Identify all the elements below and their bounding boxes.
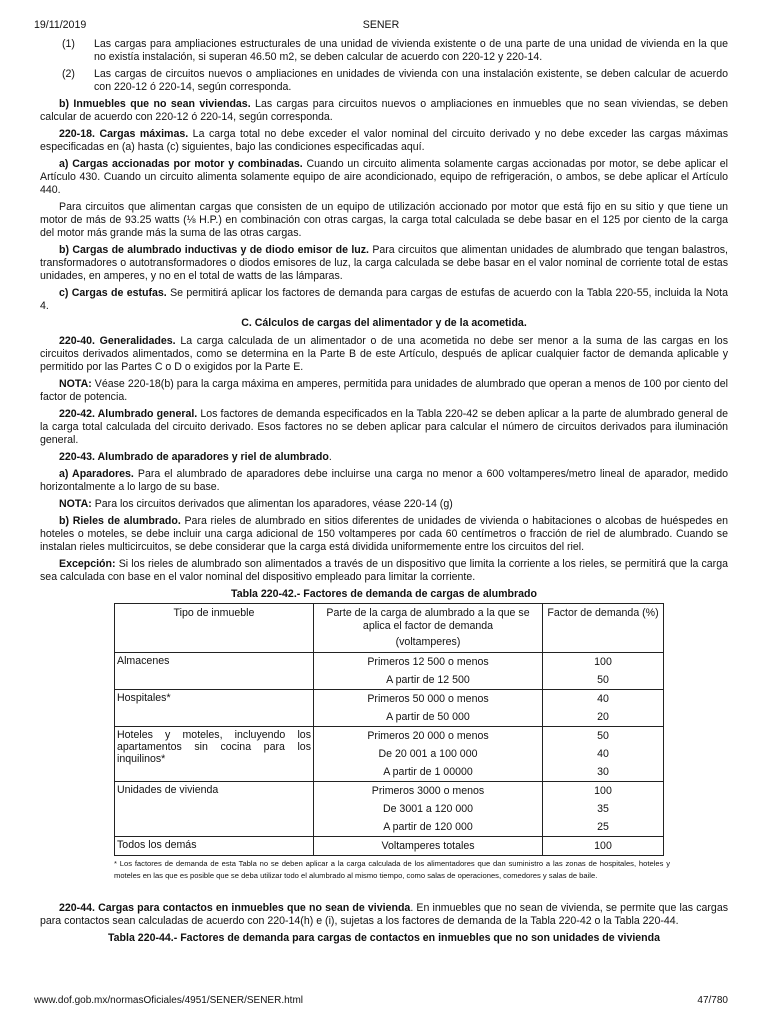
page-header [34,19,728,33]
table-header: Tipo de inmueble [115,604,314,653]
print-date: 19/11/2019 [34,19,87,31]
table-row [115,782,664,801]
paragraph-text: La carga total no debe exceder el valor nominal del circuito derivado y no debe exceder las cargas máximas especificadas en (a) hasta (c) siguientes, bajo las condiciones especificadas aquí. [40,128,728,153]
premise-type-cell: Hospitales* [115,690,314,727]
exception [40,558,728,584]
paragraph [40,451,728,464]
paragraph-text: Para el alumbrado de aparadores debe incluirse una carga no menor a 600 voltamperes/metro lineal de aparador, medido horizontalmente a lo largo de su base. [40,468,728,493]
paragraph-text: . En inmuebles que no sean de vivienda, se permite que las cargas para contactos sean calculadas de acuerdo con 220-14(h) e (i), sujetas a los factores de demanda de la Tabla 220-42 o la Tabla 220-44. [40,902,729,927]
paragraph [40,158,728,197]
paragraph-label: b) Inmuebles que no sean viviendas. [59,98,251,110]
premise-type-cell: Unidades de vivienda [115,782,314,837]
load-portion-cell: Primeros 50 000 o menos [314,690,543,709]
list-number: (1) [62,38,75,50]
paragraph [40,408,728,447]
demand-factor-cell: 35 [543,800,664,818]
site-title: SENER [362,19,400,31]
paragraph-text: Las cargas para circuitos nuevos o ampliaciones en inmuebles que no sean viviendas, se deben calcular de acuerdo con 220-12 ó 220-14, según corresponda. [40,98,728,123]
paragraph [40,128,728,154]
table-footnote: * Los factores de demanda de esta Tabla no se deben aplicar a la carga calculada de los alimentadores que dan suministro a las zonas de hospitales, hoteles y moteles en las que es posible que se deba utilizar todo el alumbrado al mismo tiempo, como salas de operaciones, comedores y salas de baile. [114,859,670,880]
load-portion-cell: Primeros 3000 o menos [314,782,543,801]
paragraph [40,335,728,374]
demand-factor-cell: 100 [543,837,664,856]
note [40,498,728,511]
paragraph-label: 220-43. Alumbrado de aparadores y riel de alumbrado [59,451,329,463]
load-portion-cell: De 20 001 a 100 000 [314,745,543,763]
page-url: www.dof.gob.mx/normasOficiales/4951/SENER/SENER.html [34,995,303,1006]
section-heading: C. Cálculos de cargas del alimentador y de la acometida. [241,317,527,329]
exception-label: Excepción: [59,558,116,570]
table-header: Parte de la carga de alumbrado a la que se aplica el factor de demanda (voltamperes) [314,604,543,653]
table-caption: Tabla 220-42.- Factores de demanda de cargas de alumbrado [231,588,537,600]
paragraph [40,98,728,124]
demand-factor-cell: 40 [543,745,664,763]
demand-factor-cell: 30 [543,763,664,782]
table-row [115,653,664,672]
paragraph [40,468,728,494]
paragraph [40,902,728,928]
paragraph-text: Los factores de demanda especificados en la Tabla 220-42 se deben aplicar a la parte de alumbrado general de la carga total calculada del circuito derivado. Esos factores no se deben aplicar para calcular el número de circuitos derivados para iluminación general. [40,408,728,446]
demand-factor-cell: 20 [543,708,664,727]
paragraph-label: 220-44. Cargas para contactos en inmuebles que no sean de vivienda [59,902,411,914]
paragraph [40,287,728,313]
load-portion-cell: Voltamperes totales [314,837,543,856]
exception-text: Si los rieles de alumbrado son alimentados a través de un dispositivo que limita la corriente a los rieles, se permitirá que la carga sea calculada con base en el valor nominal del dispositivo empleado para limitar la corriente. [40,558,728,583]
document-body [40,38,728,945]
load-portion-cell: De 3001 a 120 000 [314,800,543,818]
paragraph-label: 220-42. Alumbrado general. [59,408,198,420]
premise-type-cell: Todos los demás [115,837,314,856]
paragraph-text: Cuando un circuito alimenta solamente cargas accionadas por motor, se debe aplicar el Artículo 430. Cuando un circuito alimenta solamente equipo de aire acondicionado, equipo de refrigeración, o ambos, se debe aplicar el Artículo 440. [40,158,728,196]
table-row [115,837,664,856]
load-portion-cell: A partir de 50 000 [314,708,543,727]
premise-type-cell: Almacenes [115,653,314,690]
load-portion-cell: Primeros 12 500 o menos [314,653,543,672]
paragraph-text: . [328,451,332,463]
demand-factor-table [114,603,664,856]
paragraph-label: 220-40. Generalidades. [59,335,176,347]
table-caption: Tabla 220-44.- Factores de demanda para cargas de contactos en inmuebles que no son unidades de vivienda [107,932,661,944]
demand-factor-cell: 100 [543,782,664,801]
demand-factor-cell: 50 [543,727,664,746]
list-item [40,38,728,64]
table-body [115,653,664,856]
paragraph [40,515,728,554]
paragraph-text: Para circuitos que alimentan unidades de alumbrado que tengan balastros, transformadores o autotransformadores o diodos emisores de luz, la carga calculada se debe basar en el valor nominal de corriente total de estas unidades, en amperes, y no en el total de watts de las lámparas. [40,244,728,282]
note-text: Véase 220-18(b) para la carga máxima en amperes, permitida para unidades de alumbrado que operan a menos de 100 por ciento del factor de potencia. [40,378,728,403]
paragraph-label: a) Cargas accionadas por motor y combinadas. [59,158,303,170]
demand-factor-cell: 25 [543,818,664,837]
table-row [115,690,664,709]
demand-factor-cell: 50 [543,671,664,690]
note-text: Para los circuitos derivados que alimentan los aparadores, véase 220-14 (g) [91,498,453,510]
paragraph-text: La carga calculada de un alimentador o de una acometida no debe ser menor a la suma de las cargas en los circuitos derivados alimentados, como se determina en la Parte B de este Artículo, después de aplicar cualquier factor de demanda aplicable y permitido por las Partes C o D o exigidos por la Parte E. [40,335,728,373]
page-number: 47/780 [697,995,728,1006]
list-number: (2) [62,68,75,80]
paragraph-label: b) Cargas de alumbrado inductivas y de diodo emisor de luz. [59,244,369,256]
paragraph-text: Para rieles de alumbrado en sitios diferentes de unidades de vivienda o habitaciones o alcobas de huéspedes en hoteles o moteles, se debe incluir una carga adicional de 150 voltamperes por cada 60 centímetros o fracción de riel de alumbrado. Cuando se instalan rieles multicircuitos, se debe considerar que la carga está dividida uniformemente entre los circuitos del riel. [40,515,728,553]
paragraph-label: c) Cargas de estufas. [59,287,167,299]
paragraph: Para circuitos que alimentan cargas que consisten de un equipo de utilización accionado por motor que está fijo en su sitio y que tiene un motor de más de 93.25 watts (⅛ H.P.) en combinación con otras cargas, la carga total calculada se debe basar en el 125 por ciento de la carga del motor más grande más la suma de las otras cargas. [40,201,728,239]
table-header: Factor de demanda (%) [543,604,664,653]
paragraph-label: a) Aparadores. [59,468,134,480]
demand-factor-cell: 40 [543,690,664,709]
list-item [40,68,728,94]
paragraph-label: 220-18. Cargas máximas. [59,128,189,140]
load-portion-cell: Primeros 20 000 o menos [314,727,543,746]
note [40,378,728,404]
table-row [115,727,664,746]
load-portion-cell: A partir de 12 500 [314,671,543,690]
list-text: Las cargas de circuitos nuevos o ampliaciones en unidades de vivienda con una instalación existente, se deben calcular de acuerdo con 220-12 ó 220-14, según corresponda. [94,68,728,93]
paragraph [40,244,728,283]
paragraph-text: Se permitirá aplicar los factores de demanda para cargas de estufas de acuerdo con la Tabla 220-55, incluida la Nota 4. [40,287,728,312]
paragraph-label: b) Rieles de alumbrado. [59,515,181,527]
note-label: NOTA: [59,498,92,510]
load-portion-cell: A partir de 1 00000 [314,763,543,782]
load-portion-cell: A partir de 120 000 [314,818,543,837]
list-text: Las cargas para ampliaciones estructurales de una unidad de vivienda existente o de una parte de una unidad de vivienda en la que no existía instalación, si superan 46.50 m2, se deben calcular de acuerdo con 220-12 y 220-14. [94,38,728,63]
premise-type-cell: Hoteles y moteles, incluyendo los apartamentos sin cocina para los inquilinos* [115,727,314,782]
demand-factor-cell: 100 [543,653,664,672]
note-label: NOTA: [59,378,92,390]
